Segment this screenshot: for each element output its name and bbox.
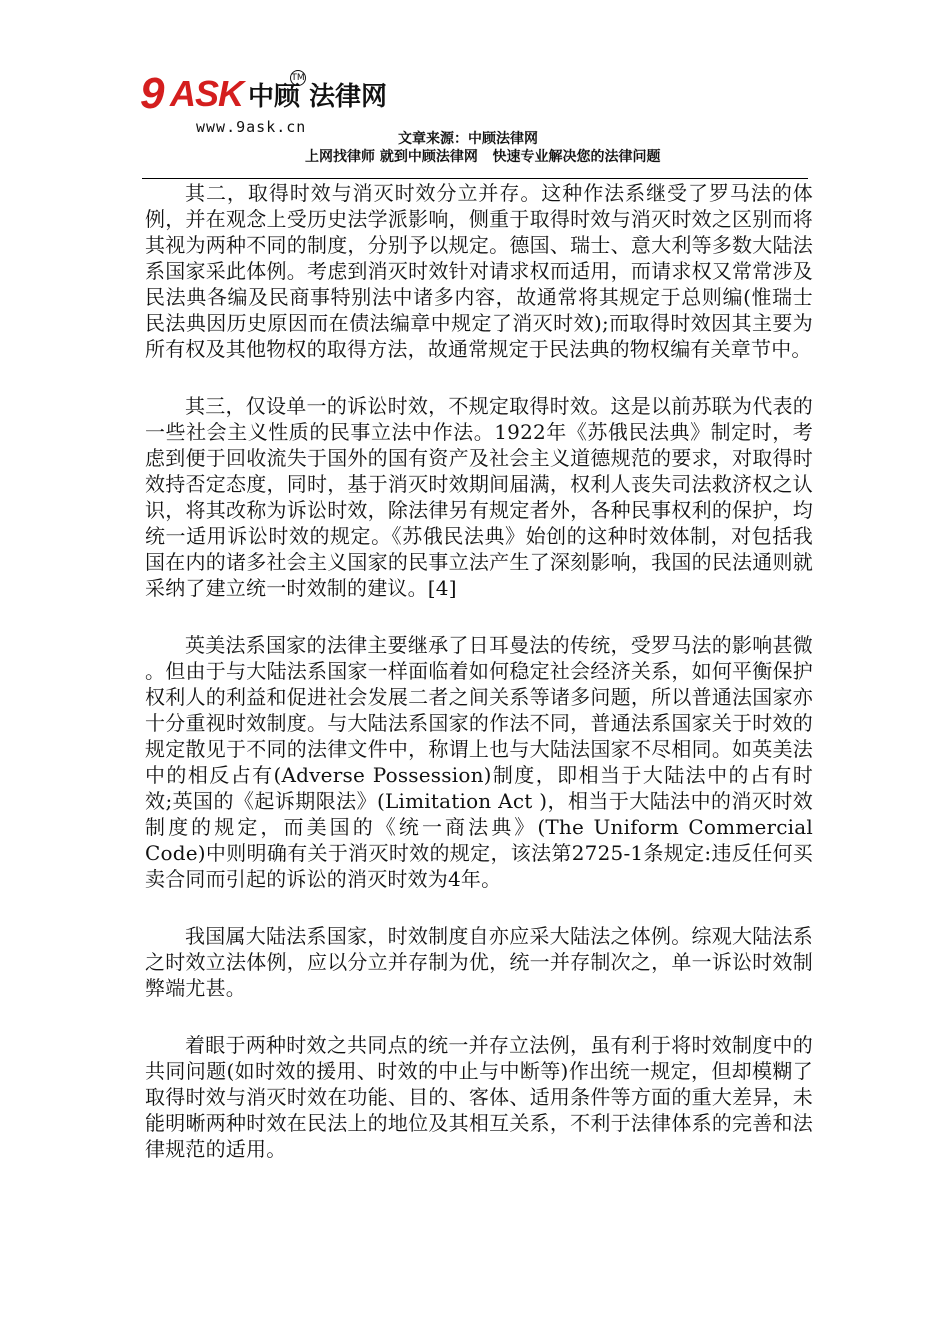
logo-url: www.9ask.cn <box>196 118 307 136</box>
logo-chinese-name: 中顾 法律网 <box>248 82 388 112</box>
site-tagline: 上网找律师 就到中顾法律网 快速专业解决您的法律问题 <box>305 149 661 165</box>
header-divider <box>142 178 808 179</box>
paragraph: 英美法系国家的法律主要继承了日耳曼法的传统，受罗马法的影响甚微 。但由于与大陆法系国家一样面临着如何稳定社会经济关系，如何平衡保护权利人的利益和促进社会发展二者之间关系等诸多问题，所以普通法国家亦十分重视时效制度。与大陆法系国家的作法不同，普通法系国家关于时效的规定散见于不同的法律文件中，称谓上也与大陆法国家不尽相同。如英美法中的相反占有(Adverse Possession)制度，即相当于大陆法中的占有时效;英国的《起诉期限法》(Limitation Act )，相当于大陆法中的消灭时效制度的规定，而美国的《统一商法典》(The Uniform Commercial Code)中则明确有关于消灭时效的规定，该法第2725-1条规定:违反任何买卖合同而引起的诉讼的消灭时效为4年。 <box>145 633 813 891</box>
trademark-icon: TM <box>290 70 306 86</box>
article-body <box>145 180 813 1193</box>
logo-ask-text: ASK <box>170 73 244 114</box>
paragraph: 我国属大陆法系国家，时效制度自亦应采大陆法之体例。综观大陆法系之时效立法体例，应以分立并存制为优，统一并存制次之，单一诉讼时效制弊端尤甚。 <box>145 924 813 1000</box>
paragraph: 着眼于两种时效之共同点的统一并存立法例，虽有利于将时效制度中的共同问题(如时效的援用、时效的中止与中断等)作出统一规定，但却模糊了取得时效与消灭时效在功能、目的、客体、适用条件等方面的重大差异，未能明晰两种时效在民法上的地位及其相互关系，不利于法律体系的完善和法律规范的适用。 <box>145 1033 813 1161</box>
page-header <box>0 0 950 180</box>
paragraph: 其二，取得时效与消灭时效分立并存。这种作法系继受了罗马法的体例，并在观念上受历史法学派影响，侧重于取得时效与消灭时效之区别而将其视为两种不同的制度，分别予以规定。德国、瑞士、意大利等多数大陆法系国家采此体例。考虑到消灭时效针对请求权而适用，而请求权又常常涉及民法典各编及民商事特别法中诸多内容，故通常将其规定于总则编(惟瑞士民法典因历史原因而在债法编章中规定了消灭时效);而取得时效因其主要为所有权及其他物权的取得方法，故通常规定于民法典的物权编有关章节中。 <box>145 181 813 361</box>
paragraph: 其三，仅设单一的诉讼时效，不规定取得时效。这是以前苏联为代表的一些社会主义性质的民事立法中作法。1922年《苏俄民法典》制定时，考虑到便于回收流失于国外的国有资产及社会主义道德规范的要求，对取得时效持否定态度，同时，基于消灭时效期间届满，权利人丧失司法救济权之认识，将其改称为诉讼时效，除法律另有规定者外，各种民事权利的保护，均统一适用诉讼时效的规定。《苏俄民法典》始创的这种时效体制，对包括我国在内的诸多社会主义国家的民事立法产生了深刻影响，我国的民法通则就采纳了建立统一时效制的建议。[4] <box>145 394 813 600</box>
site-logo[interactable] <box>140 69 400 142</box>
logo-nine-mark: 9 <box>140 69 165 118</box>
article-source: 文章来源：中顾法律网 <box>398 131 538 147</box>
